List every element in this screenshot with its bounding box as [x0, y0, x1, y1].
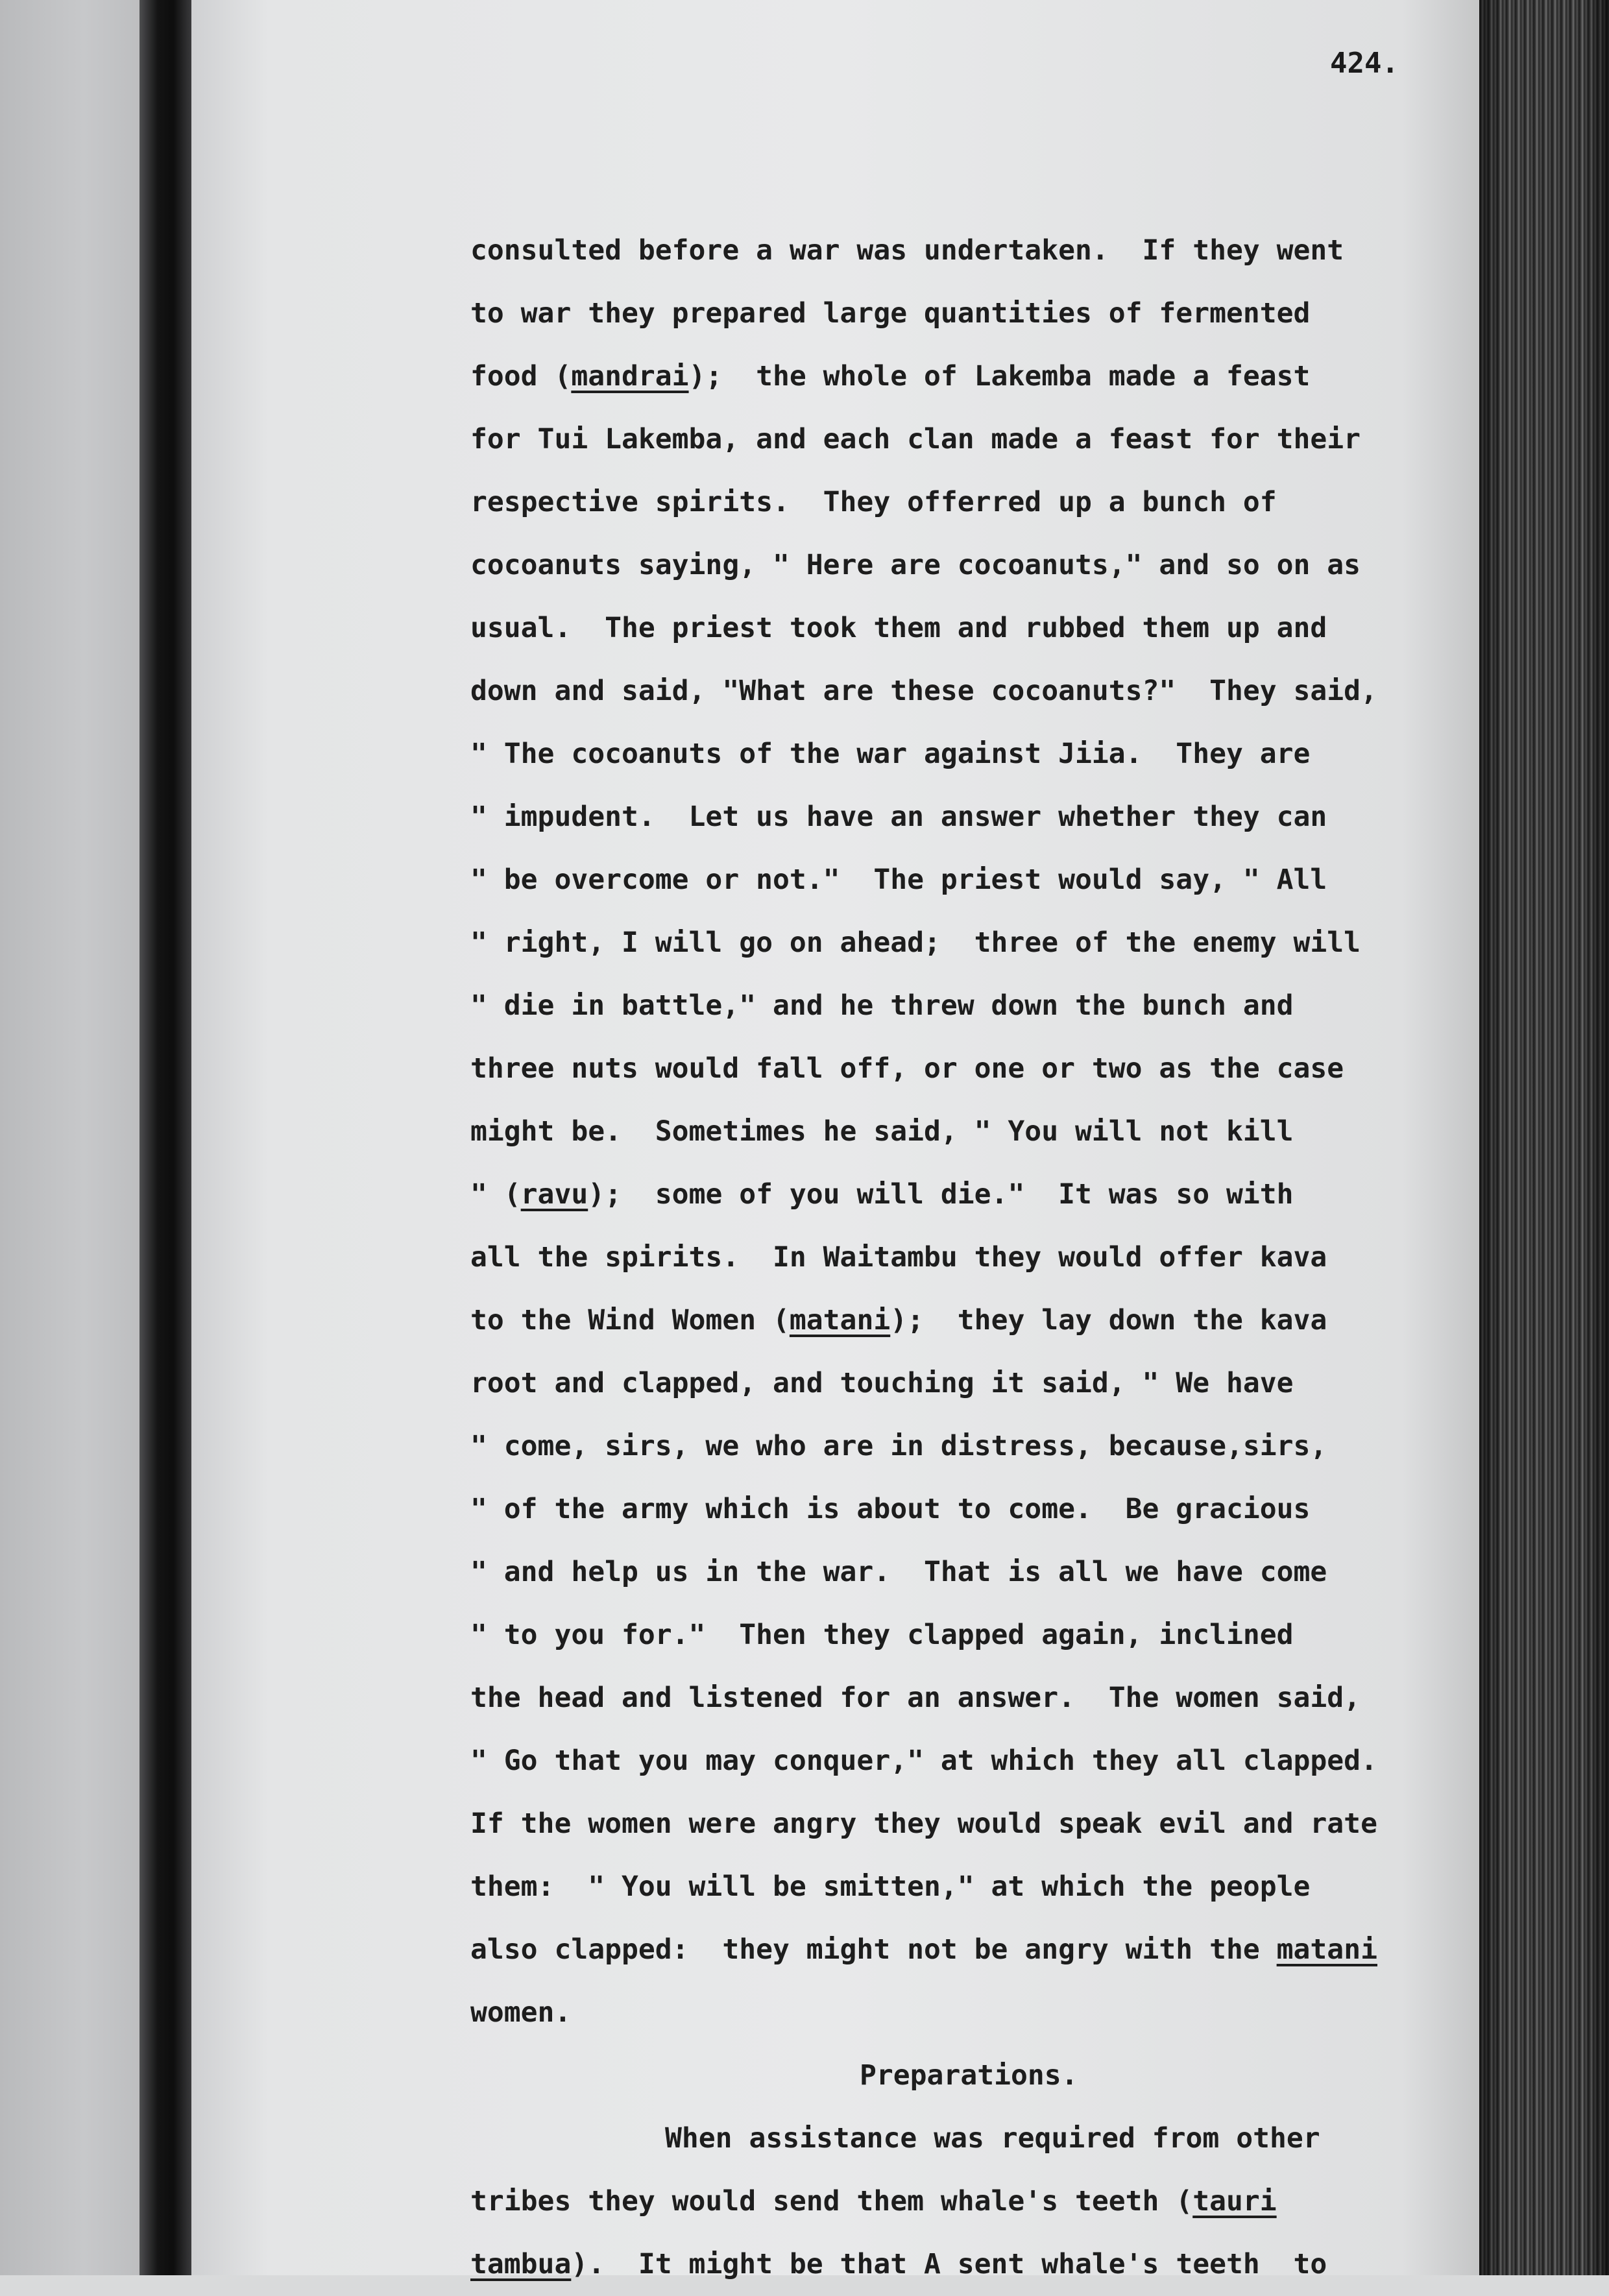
text-line: [470, 1352, 1463, 1415]
text-line: [470, 723, 1463, 786]
text-line: [470, 1541, 1463, 1604]
text-line: [470, 282, 1463, 345]
line-text-continued: ); they lay down the kava: [890, 1304, 1327, 1336]
line-text: to war they prepared large quantities of fermented: [470, 297, 1311, 330]
line-text: consulted before a war was undertaken. If they went: [470, 234, 1344, 267]
line-text-continued: ); some of you will die." It was so with: [588, 1178, 1294, 1211]
line-text: women.: [470, 1996, 572, 2029]
line-text: usual. The priest took them and rubbed them up and: [470, 612, 1327, 644]
line-text: " of the army which is about to come. Be gracious: [470, 1493, 1311, 1525]
text-line: [470, 1793, 1463, 1855]
line-text: " (: [470, 1178, 521, 1211]
line-text: all the spirits. In Waitambu they would offer kava: [470, 1241, 1327, 1274]
line-text: respective spirits. They offerred up a bunch of: [470, 486, 1277, 518]
text-line: [470, 1289, 1463, 1352]
underlined-term: mandrai: [571, 360, 689, 393]
text-line: [470, 1918, 1463, 1981]
line-text: root and clapped, and touching it said, " We have: [470, 1367, 1294, 1399]
text-line: [470, 1100, 1463, 1163]
text-line: [470, 219, 1463, 282]
text-line: [470, 2107, 1463, 2170]
text-line: [470, 408, 1463, 471]
line-text: food (: [470, 360, 572, 393]
line-text: " Go that you may conquer," at which they all clapped.: [470, 1745, 1377, 1777]
line-text: " die in battle," and he threw down the bunch and: [470, 989, 1294, 1022]
line-text: " The cocoanuts of the war against Jiia. They are: [470, 738, 1311, 770]
line-text-continued: ). It might be that A sent whale's teeth to: [571, 2248, 1327, 2280]
text-line: [470, 1037, 1463, 1100]
page-edges: [1479, 0, 1609, 2275]
text-line: [470, 1163, 1463, 1226]
text-line: [470, 2233, 1463, 2296]
text-line: [470, 1415, 1463, 1478]
line-text: If the women were angry they would speak evil and rate: [470, 1807, 1377, 1840]
underlined-term: tambua: [470, 2248, 572, 2280]
page-number: 424.: [1330, 47, 1399, 80]
line-text: " to you for." Then they clapped again, inclined: [470, 1619, 1294, 1651]
line-text: When assistance was required from other: [665, 2122, 1320, 2155]
underlined-term: tauri: [1192, 2185, 1277, 2217]
text-line: [470, 597, 1463, 660]
text-line: [470, 912, 1463, 974]
line-text: " and help us in the war. That is all we have come: [470, 1556, 1327, 1588]
line-text: three nuts would fall off, or one or two as the case: [470, 1052, 1344, 1085]
section-heading: [470, 2044, 1463, 2107]
line-text: might be. Sometimes he said, " You will not kill: [470, 1115, 1294, 1148]
book-gutter: [139, 0, 191, 2275]
line-text: to the Wind Women (: [470, 1304, 790, 1336]
line-text: " impudent. Let us have an answer whether they can: [470, 801, 1327, 833]
text-line: [470, 1981, 1463, 2044]
text-line: [470, 534, 1463, 597]
line-text: " be overcome or not." The priest would say, " All: [470, 864, 1327, 896]
text-line: [470, 471, 1463, 534]
line-text: down and said, "What are these cocoanuts?" They said,: [470, 675, 1377, 707]
text-line: [470, 849, 1463, 912]
text-line: [470, 2170, 1463, 2233]
line-text: for Tui Lakemba, and each clan made a feast for their: [470, 423, 1361, 455]
facing-page: [0, 0, 139, 2275]
text-line: [470, 1667, 1463, 1730]
text-line: [470, 786, 1463, 849]
line-text: cocoanuts saying, " Here are cocoanuts," and so on as: [470, 549, 1361, 581]
text-line: [470, 974, 1463, 1037]
line-text: tribes they would send them whale's teeth (: [470, 2185, 1193, 2217]
line-text: the head and listened for an answer. The women said,: [470, 1682, 1361, 1714]
line-text-continued: ); the whole of Lakemba made a feast: [688, 360, 1311, 393]
text-line: [470, 345, 1463, 408]
text-line: [470, 660, 1463, 723]
line-text: them: " You will be smitten," at which the people: [470, 1870, 1311, 1903]
text-line: [470, 1730, 1463, 1793]
text-line: [470, 1478, 1463, 1541]
underlined-term: matani: [1276, 1933, 1377, 1966]
underlined-term: matani: [789, 1304, 891, 1336]
text-line: [470, 1604, 1463, 1667]
text-line: [470, 1226, 1463, 1289]
body-text: [470, 219, 1463, 2296]
underlined-term: ravu: [520, 1178, 588, 1211]
line-text: Preparations.: [860, 2059, 1078, 2092]
line-text: " right, I will go on ahead; three of the enemy will: [470, 926, 1361, 959]
line-text: also clapped: they might not be angry with the: [470, 1933, 1277, 1966]
text-line: [470, 1855, 1463, 1918]
line-text: " come, sirs, we who are in distress, because,sirs,: [470, 1430, 1327, 1462]
